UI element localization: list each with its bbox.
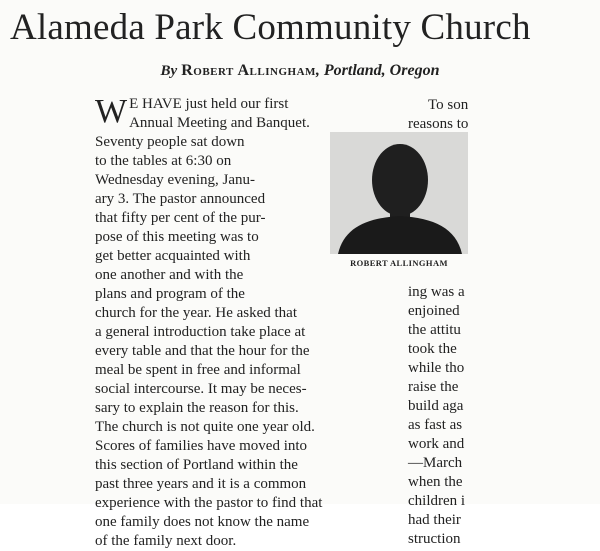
byline-author: Robert Allingham xyxy=(181,62,316,79)
text-line: enjoined xyxy=(408,303,460,319)
body-first-line: E HAVE just held our first xyxy=(129,96,289,112)
adjacent-line: To son xyxy=(428,97,469,113)
text-line: as fast as xyxy=(408,417,463,433)
text-line: get better acquainted with xyxy=(95,248,251,264)
text-line: a general introduction take place at xyxy=(95,324,306,340)
text-line: when the xyxy=(408,474,463,490)
text-line: The church is not quite one year old. xyxy=(95,419,315,435)
text-line: work and xyxy=(408,436,465,452)
text-line: pose of this meeting was to xyxy=(95,229,259,245)
drop-cap: W xyxy=(95,93,128,130)
text-line: ing was a xyxy=(408,284,465,300)
text-line: Wednesday evening, Janu- xyxy=(95,172,255,188)
adjacent-column-lower xyxy=(408,283,488,547)
adjacent-column-top xyxy=(406,96,488,116)
text-line: that fifty per cent of the pur- xyxy=(95,210,266,226)
text-line: every table and that the hour for the xyxy=(95,343,310,359)
author-silhouette-image xyxy=(330,132,468,254)
text-line: Scores of families have moved into xyxy=(95,438,308,454)
text-line: build aga xyxy=(408,398,464,414)
text-line: Seventy people sat down xyxy=(95,134,245,150)
text-line: while tho xyxy=(408,360,465,376)
adjacent-line: reasons to xyxy=(408,116,469,132)
text-line: social intercourse. It may be neces- xyxy=(95,381,307,397)
text-line: Annual Meeting and Banquet. xyxy=(129,115,310,131)
text-line: took the xyxy=(408,341,457,357)
author-photo xyxy=(330,132,468,254)
text-line: meal be spent in free and informal xyxy=(95,362,301,378)
text-line: —March xyxy=(408,455,463,471)
byline-by: By xyxy=(160,63,178,79)
text-line: the attitu xyxy=(408,322,461,338)
byline-location: , Portland, Oregon xyxy=(315,62,440,79)
byline xyxy=(0,62,600,80)
text-line: sary to explain the reason for this. xyxy=(95,400,299,416)
text-line: of the family next door. xyxy=(95,533,237,549)
text-line: past three years and it is a common xyxy=(95,476,307,492)
text-line: plans and program of the xyxy=(95,286,245,302)
text-line: children i xyxy=(408,493,466,509)
text-line: this section of Portland within the xyxy=(95,457,298,473)
article-title: Alameda Park Community Church xyxy=(10,7,531,48)
text-line: one family does not know the name xyxy=(95,514,310,530)
text-line: had their xyxy=(408,512,461,528)
text-line: struction xyxy=(408,531,461,547)
text-line: ary 3. The pastor announced xyxy=(95,191,266,207)
adjacent-lines xyxy=(408,283,488,549)
photo-caption: ROBERT ALLINGHAM xyxy=(350,258,448,268)
text-line: to the tables at 6:30 on xyxy=(95,153,232,169)
text-line: church for the year. He asked that xyxy=(95,305,297,321)
text-line: one another and with the xyxy=(95,267,244,283)
text-line: experience with the pastor to find that xyxy=(95,495,323,511)
text-line: raise the xyxy=(408,379,459,395)
